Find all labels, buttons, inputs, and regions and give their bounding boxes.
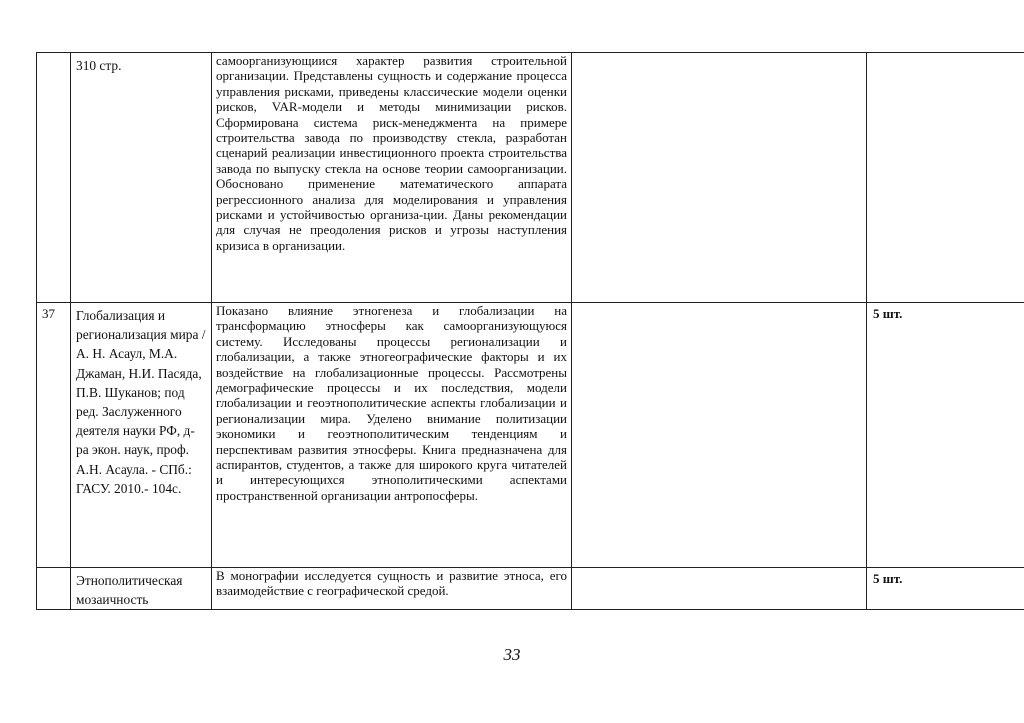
extra-cell [572, 303, 867, 568]
book-title: Глобализация и регионализация мира / А. Н. Асаул, М.А. Джаман, Н.И. Пасяда, П.В. Шуканов; под ред. Заслуженного деятеля науки РФ, д-ра экон. наук, проф. А.Н. Асаула. - СПб.: ГАСУ. 2010.- 104с. [76, 308, 206, 496]
description-cell [212, 53, 572, 303]
extra-cell [572, 53, 867, 303]
book-description: самоорганизующиися характер развития строительной организации. Представлены сущность и содержание процесса управления рисками, приведены классические модели оценки рисков, VAR-модели и методы минимизации рисков. Сформирована система риск-менеджмента на примере строительства завода по производству стекла, разработан сценарий реализации инвестиционного проекта строительства завода по выпуску стекла на основе теории самоорганизации. Обосновано применение математического аппарата регрессионного анализа для моделирования и управления рисками и устойчивостью организа-ции. Даны рекомендации для случая не преодоления рисков и угрозы наступления кризиса в организации. [216, 53, 567, 253]
book-description: Показано влияние этногенеза и глобализации на трансформацию этносферы как самоорганизующуюся систему. Исследованы процессы регионализации и глобализации, а также этногеографические факторы и их воздействие на глобализационные процессы. Рассмотрены демографические процессы и их последствия, модели глобализации и геоэтнополитические аспекты глобализации и регионализации мира. Уделено внимание политизации экономики и геоэтнополитическим тенденциям и перспективам развития этносферы. Книга предназначена для аспирантов, студентов, а также для широкого круга читателей и интересующихся этнополитическими аспектами пространственной организации антропосферы. [216, 303, 567, 503]
book-description: В монографии исследуется сущность и развитие этноса, его взаимодействие с географической средой. [216, 568, 567, 599]
book-title: Этнополитическая мозаичность [76, 573, 183, 608]
document-table [36, 52, 1024, 610]
table-row [37, 303, 1024, 568]
description-cell [212, 568, 572, 610]
row-number-cell [37, 303, 71, 568]
title-cell [71, 303, 212, 568]
row-number [37, 53, 70, 56]
description-cell [212, 303, 572, 568]
page-number: 33 [503, 645, 521, 664]
quantity-value: 5 шт. [873, 306, 903, 321]
quantity-value [867, 53, 1024, 56]
title-cell [71, 568, 212, 610]
quantity-cell [867, 53, 1024, 303]
quantity-cell [867, 303, 1024, 568]
quantity-cell [867, 568, 1024, 610]
book-title: 310 стр. [76, 58, 122, 73]
row-number: 37 [42, 306, 55, 321]
row-number-cell [37, 568, 71, 610]
extra-cell [572, 568, 867, 610]
quantity-value: 5 шт. [873, 571, 903, 586]
table-row [37, 568, 1024, 610]
row-number-cell [37, 53, 71, 303]
table-row [37, 53, 1024, 303]
title-cell [71, 53, 212, 303]
row-number [37, 568, 70, 571]
